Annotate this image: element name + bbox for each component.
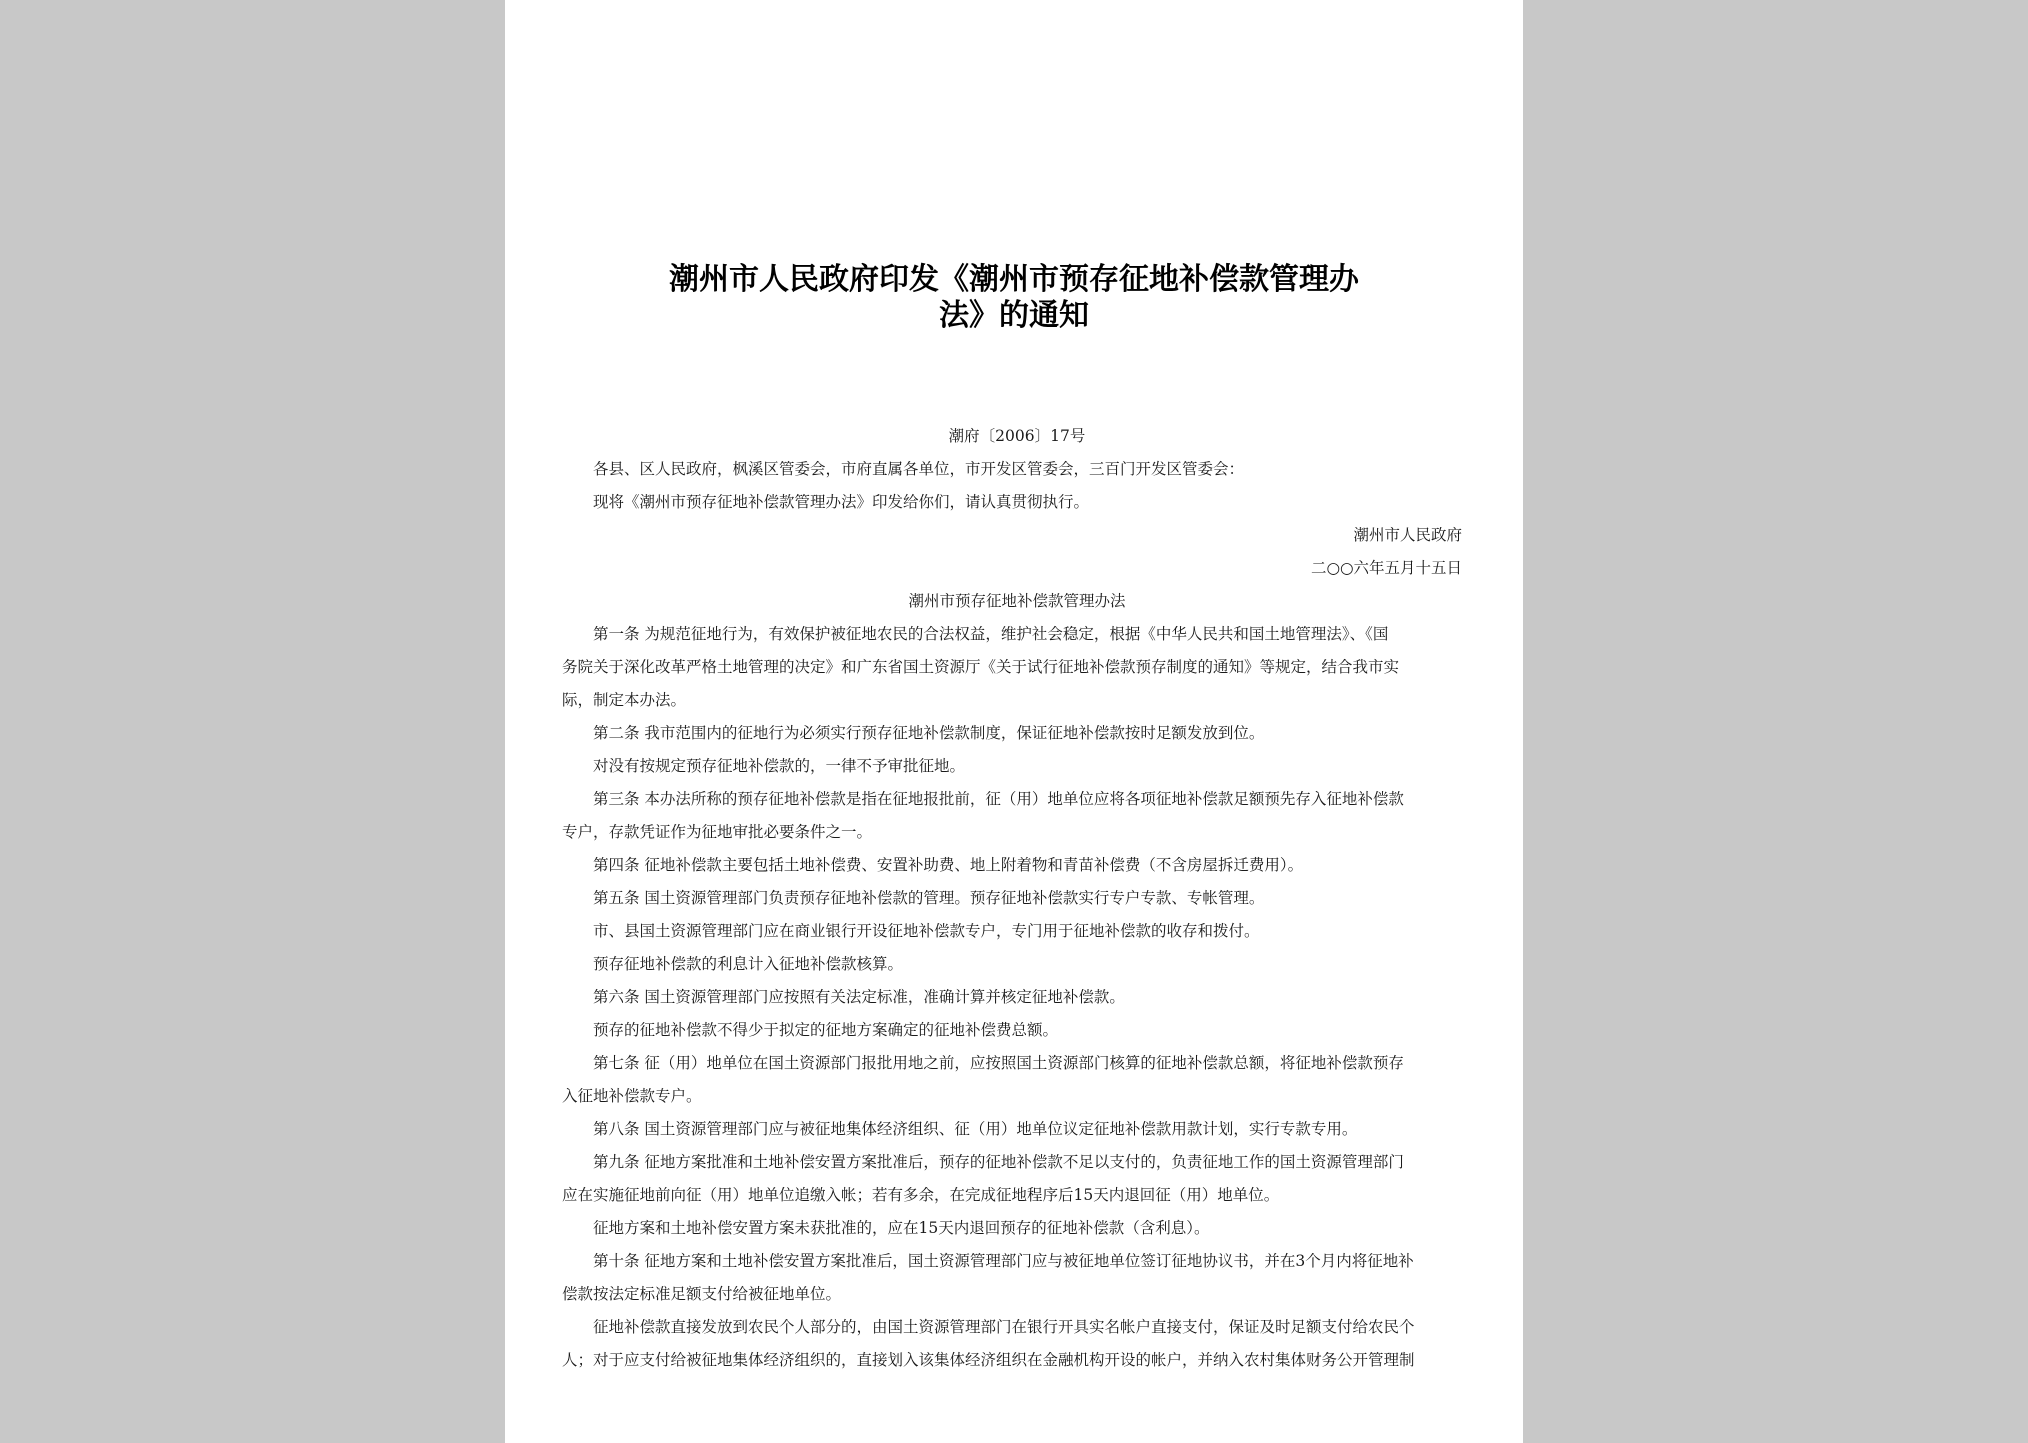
text-line: 第二条 我市范围内的征地行为必须实行预存征地补偿款制度，保证征地补偿款按时足额发放到位。: [593, 724, 1265, 742]
text-line: 第一条 为规范征地行为，有效保护被征地农民的合法权益，维护社会稳定，根据《中华人民共和国土地管理法》、《国: [593, 625, 1389, 643]
text-line: 第四条 征地补偿款主要包括土地补偿费、安置补助费、地上附着物和青苗补偿费（不含房屋拆迁费用）。: [593, 856, 1304, 874]
text-line: 第十条 征地方案和土地补偿安置方案批准后，国土资源管理部门应与被征地单位签订征地协议书，并在3个月内将征地补: [593, 1252, 1414, 1270]
issuer-signature: 潮州市人民政府: [1353, 526, 1462, 544]
text-line: 第九条 征地方案批准和土地补偿安置方案批准后，预存的征地补偿款不足以支付的，负责征地工作的国土资源管理部门: [593, 1153, 1404, 1171]
doc-number: 潮府〔2006〕17号: [948, 427, 1086, 445]
measures-text: [562, 618, 1472, 1377]
notice-text: 现将《潮州市预存征地补偿款管理办法》印发给你们，请认真贯彻执行。: [593, 493, 1090, 511]
addressee: 各县、区人民政府，枫溪区管委会，市府直属各单位，市开发区管委会，三百门开发区管委会：: [593, 460, 1245, 478]
text-line: 第七条 征（用）地单位在国土资源部门报批用地之前，应按照国土资源部门核算的征地补偿款总额，将征地补偿款预存: [593, 1054, 1404, 1072]
text-line: 际，制定本办法。: [562, 691, 687, 709]
text-line: 第三条 本办法所称的预存征地补偿款是指在征地报批前，征（用）地单位应将各项征地补偿款足额预先存入征地补偿款: [593, 790, 1404, 808]
text-line: 征地方案和土地补偿安置方案未获批准的，应在15天内退回预存的征地补偿款（含利息）。: [593, 1219, 1210, 1237]
text-line: 对没有按规定预存征地补偿款的，一律不予审批征地。: [593, 757, 966, 775]
text-line: 第六条 国土资源管理部门应按照有关法定标准，准确计算并核定征地补偿款。: [593, 988, 1125, 1006]
text-line: 第五条 国土资源管理部门负责预存征地补偿款的管理。预存征地补偿款实行专户专款、专帐管理。: [593, 889, 1265, 907]
text-line: 市、县国土资源管理部门应在商业银行开设征地补偿款专户，专门用于征地补偿款的收存和拨付。: [593, 922, 1260, 940]
text-line: 务院关于深化改革严格土地管理的决定》和广东省国土资源厅《关于试行征地补偿款预存制度的通知》等规定，结合我市实: [562, 658, 1400, 676]
measures-title: 潮州市预存征地补偿款管理办法: [908, 592, 1126, 610]
text-line: 偿款按法定标准足额支付给被征地单位。: [562, 1285, 842, 1303]
text-line: 应在实施征地前向征（用）地单位追缴入帐；若有多余，在完成征地程序后15天内退回征（用）地单位。: [562, 1186, 1280, 1204]
text-line: 专户，存款凭证作为征地审批必要条件之一。: [562, 823, 873, 841]
text-line: 预存征地补偿款的利息计入征地补偿款核算。: [593, 955, 904, 973]
document-title: [575, 262, 1453, 334]
text-line: 人；对于应支付给被征地集体经济组织的，直接划入该集体经济组织在金融机构开设的帐户，并纳入农村集体财务公开管理制: [562, 1351, 1415, 1369]
text-line: 征地补偿款直接发放到农民个人部分的，由国土资源管理部门在银行开具实名帐户直接支付，保证及时足额支付给农民个: [593, 1318, 1415, 1336]
document-body: [562, 420, 1472, 1377]
title-line-2: 法》的通知: [939, 298, 1089, 333]
text-line: 预存的征地补偿款不得少于拟定的征地方案确定的征地补偿费总额。: [593, 1021, 1059, 1039]
text-line: 第八条 国土资源管理部门应与被征地集体经济组织、征（用）地单位议定征地补偿款用款计划，实行专款专用。: [593, 1120, 1358, 1138]
issue-date: 二○○六年五月十五日: [1310, 559, 1462, 577]
title-line-1: 潮州市人民政府印发《潮州市预存征地补偿款管理办: [669, 262, 1359, 297]
document-page: [505, 0, 1523, 1443]
text-line: 入征地补偿款专户。: [562, 1087, 702, 1105]
